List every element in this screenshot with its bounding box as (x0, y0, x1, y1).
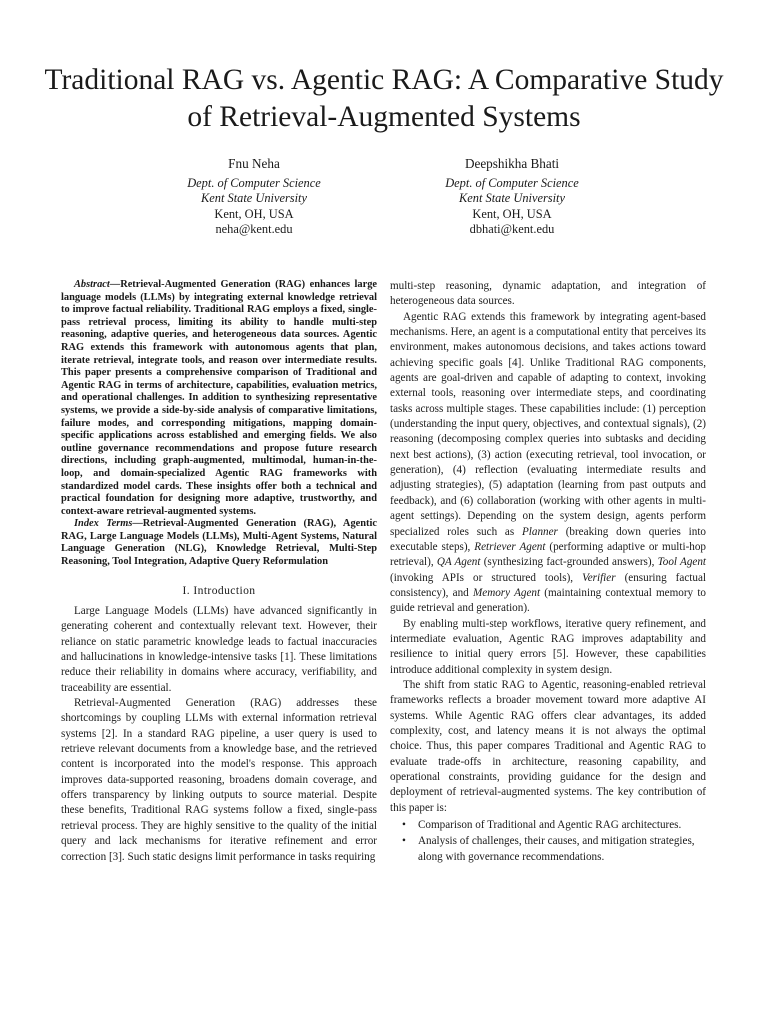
author-university: Kent State University (201, 191, 307, 205)
bullet-icon: • (402, 819, 406, 832)
paragraph-text: (invoking APIs or structured tools), (390, 571, 583, 584)
abstract-lead: Abstract (74, 279, 110, 290)
paragraph-text: (synthesizing fact-grounded answers), (480, 556, 658, 569)
index-terms-text: —Retrieval-Augmented Generation (RAG), Agentic RAG, Large Language Models (LLMs), Multi-Agent Systems, Natural Language Generation (NLG), Knowledge Retrieval, Multi-Step Reasoning, Tool Integration, Adaptive Query Reformulation (61, 518, 377, 568)
intro-paragraph-2: Retrieval-Augmented Generation (RAG) addresses these shortcomings by coupling LLMs with external information retrieval systems [2]. In a standard RAG pipeline, a user query is used to retrieve relevant documents from a knowledge base, and the retrieved content is incorporated into the model's response. This approach improves data-supported reasoning, broadens domain coverage, and offers transparency by linking outputs to source material. Despite these benefits, Traditional RAG systems follow a fixed, single-pass retrieval process. They are highly sensitive to the quality of the initial query and lack mechanisms for iterative refinement and error correction [3]. Such static designs limit performance in tasks requiring (61, 697, 377, 863)
index-terms (61, 518, 377, 568)
author-university: Kent State University (459, 191, 565, 205)
role-memory-agent: Memory Agent (472, 586, 541, 599)
role-planner: Planner (522, 525, 558, 538)
role-qa-agent: QA Agent (436, 556, 481, 569)
intro-paragraph-1: Large Language Models (LLMs) have advanced significantly in generating coherent and contextually relevant text. However, their reliance on static parametric knowledge leads to factual inaccuracies and hallucinations in knowledge-intensive tasks [1]. These limitations reduce their reliability in domains where accuracy, verifiability, and traceability are essential. (61, 605, 377, 694)
intro-paragraph-4: By enabling multi-step workflows, iterative query refinement, and intermediate evaluation, Agentic RAG improves adaptability and resilience to initial query errors [5]. However, these capabilities introduce additional complexity in system design. (390, 617, 706, 676)
role-retriever-agent: Retriever Agent (474, 540, 546, 553)
contribution-text: Analysis of challenges, their causes, and mitigation strategies, along with governance recommendations. (418, 835, 695, 863)
bullet-icon: • (402, 835, 406, 848)
list-item (390, 834, 706, 865)
abstract (61, 279, 377, 518)
paragraph-text: (breaking down queries into executable steps), (390, 525, 706, 553)
paragraph-text: Agentic RAG extends this framework by integrating agent-based mechanisms. Here, an agent is a computational entity that perceives its environment, makes autonomous decisions, and takes actions toward achieving specific goals [4]. Unlike Traditional RAG components, agents are goal-driven and capable of adapting to context, invoking external tools, reasoning over intermediate steps, and coordinating tasks across multiple stages. These capabilities include: (1) perception (understanding the input query, objectives, and contextual signals), (2) reasoning (decomposing complex queries into subtasks and deciding next best actions), (3) action (executing retrieval, tool invocation, or generation), (4) reflection (evaluating intermediate results and adjusting strategies), (5) adaptation (learning from past outputs and feedback), and (6) collaboration (working with other agents in multi-agent settings). Depending on the system design, agents perform specialized roles such as (390, 310, 706, 538)
author-block-2 (382, 156, 642, 238)
contribution-list (390, 818, 706, 865)
section-heading-introduction: I. Introduction (182, 583, 256, 597)
author-email[interactable]: dbhati@kent.edu (469, 222, 555, 236)
paragraph-text: (performing adaptive or multi-hop retrieval), (390, 540, 706, 569)
intro-paragraph-2-continued: multi-step reasoning, dynamic adaptation, and integration of heterogeneous data sources. (390, 280, 706, 308)
right-column (390, 279, 706, 866)
author-dept: Dept. of Computer Science (187, 175, 321, 190)
paper-title: Traditional RAG vs. Agentic RAG: A Comparative Study of Retrieval-Augmented Systems (44, 64, 724, 133)
author-block-1 (124, 156, 384, 238)
left-column (61, 279, 377, 865)
author-location: Kent, OH, USA (472, 206, 552, 221)
paragraph-text: (ensuring factual consistency), and (390, 571, 706, 599)
contribution-text: Comparison of Traditional and Agentic RAG architectures. (418, 819, 682, 832)
list-item (390, 818, 706, 833)
role-tool-agent: Tool Agent (657, 556, 707, 569)
intro-paragraph-5: The shift from static RAG to Agentic, reasoning-enabled retrieval frameworks reflects a broader movement toward more adaptive AI systems. While Agentic RAG offers clear advantages, its added complexity, cost, and latency means it is not always the optimal choice. Thus, this paper compares Traditional and Agentic RAG to evaluate trade-offs in architecture, reasoning capability, and operational constraints, providing guidance for the design and deployment of retrieval-augmented systems. The key contribution of this paper is: (390, 678, 706, 814)
intro-paragraph-3 (390, 310, 706, 617)
paragraph-text: (maintaining contextual memory to guide retrieval and generation). (390, 586, 706, 615)
author-dept: Dept. of Computer Science (445, 175, 579, 190)
author-name: Fnu Neha (228, 156, 280, 171)
abstract-text: —Retrieval-Augmented Generation (RAG) enhances large language models (LLMs) by integrating external knowledge retrieval to improve factual reliability. Traditional RAG employs a fixed, single-pass retrieval process, limiting its ability to handle multi-step reasoning, adaptive queries, and heterogeneous data sources. Agentic RAG extends this framework with autonomous agents that plan, iterate retrieval, integrate tools, and reason over intermediate results. This paper presents a comprehensive comparison of Traditional and Agentic RAG in terms of architecture, capabilities, evaluation metrics, and operational challenges. In addition to synthesizing representative systems, we provide a side-by-side analysis of comparative limitations, failure modes, and corresponding mitigations, mapping domain-specific applications across established and emerging fields. We also outline governance recommendations and propose future research directions, including graph-augmented, multimodal, human-in-the-loop, and domain-specialized Agentic RAG frameworks with standardized model cards. These insights offer both a technical and practical foundation for designing more adaptive, trustworthy, and context-aware retrieval-augmented systems. (61, 279, 377, 517)
author-name: Deepshikha Bhati (464, 156, 560, 171)
author-location: Kent, OH, USA (214, 206, 294, 221)
index-terms-lead: Index Terms (74, 518, 133, 530)
author-email[interactable]: neha@kent.edu (215, 222, 293, 236)
role-verifier: Verifier (582, 571, 616, 584)
